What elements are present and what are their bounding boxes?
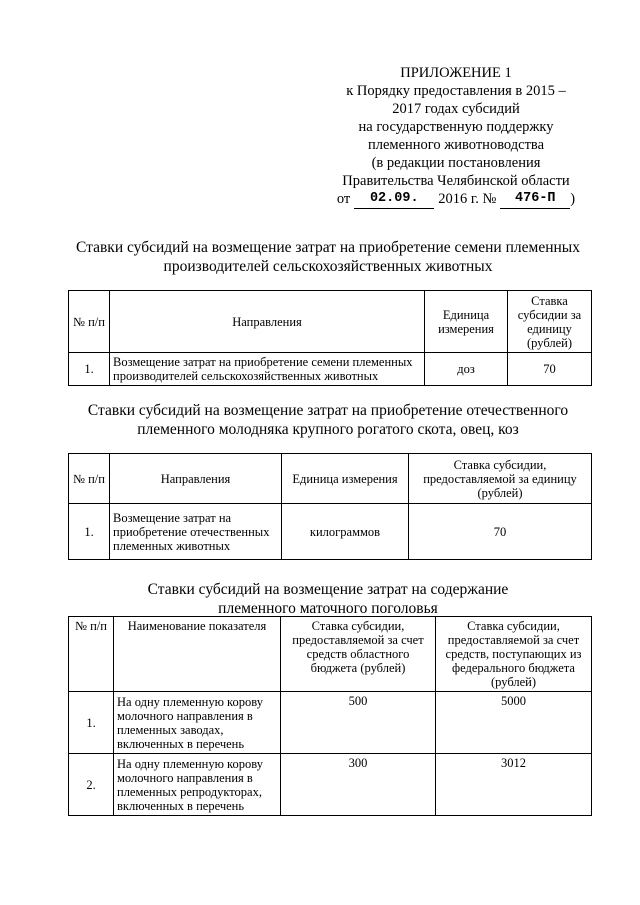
row-num: 2.: [69, 754, 114, 816]
section2-title: [70, 401, 586, 439]
resolution-reference: [326, 190, 586, 209]
section2-table: [68, 453, 592, 560]
row-num: 1.: [69, 504, 110, 560]
row-num: 1.: [69, 353, 110, 386]
row-unit: килограммов: [282, 504, 409, 560]
section1-title-line: производителей сельскохозяйственных животных: [163, 258, 493, 275]
section2-title-line: племенного молодняка крупного рогатого скота, овец, коз: [137, 421, 519, 438]
section1-title: [70, 238, 586, 276]
section3-title-line: племенного маточного поголовья: [218, 600, 438, 617]
row-num: 1.: [69, 692, 114, 754]
table-row: [69, 504, 592, 560]
header-direction: Направления: [110, 291, 425, 353]
annex-header: [326, 64, 586, 209]
table-row: [69, 353, 592, 386]
row-regional-rate: 500: [281, 692, 436, 754]
closing-paren: ): [570, 191, 576, 207]
row-federal-rate: 3012: [436, 754, 592, 816]
resolution-year: 2016 г. №: [438, 191, 497, 207]
annex-line: (в редакции постановления: [371, 155, 541, 171]
section3-table: [68, 616, 592, 816]
table-header-row: [69, 291, 592, 353]
row-regional-rate: 300: [281, 754, 436, 816]
row-federal-rate: 5000: [436, 692, 592, 754]
table-row: [69, 754, 592, 816]
header-num: № п/п: [69, 454, 110, 504]
table-header-row: [69, 454, 592, 504]
header-indicator: Наименование показателя: [114, 617, 281, 692]
section1-title-line: Ставки субсидий на возмещение затрат на приобретение семени племенных: [76, 239, 580, 256]
row-direction: Возмещение затрат на приобретение отечественных племенных животных: [110, 504, 282, 560]
header-direction: Направления: [110, 454, 282, 504]
section2-title-line: Ставки субсидий на возмещение затрат на приобретение отечественного: [87, 402, 569, 419]
row-indicator: На одну племенную корову молочного направления в племенных репродукторах, включенных в перечень: [114, 754, 281, 816]
annex-line: 2017 годах субсидий: [392, 101, 520, 117]
row-direction: Возмещение затрат на приобретение семени племенных производителей сельскохозяйственных животных: [110, 353, 425, 386]
header-unit: Единица измерения: [282, 454, 409, 504]
header-rate: Ставка субсидии, предоставляемой за единицу (рублей): [409, 454, 592, 504]
header-rate: Ставка субсидии за единицу (рублей): [508, 291, 592, 353]
annex-line: на государственную поддержку: [358, 119, 554, 135]
annex-title: ПРИЛОЖЕНИЕ 1: [400, 65, 512, 81]
row-rate: 70: [508, 353, 592, 386]
row-rate: 70: [409, 504, 592, 560]
resolution-date: 02.09.: [354, 190, 434, 209]
section3-title-line: Ставки субсидий на возмещение затрат на содержание: [147, 581, 509, 598]
table-row: [69, 692, 592, 754]
from-prefix: от: [336, 191, 351, 207]
row-indicator: На одну племенную корову молочного направления в племенных заводах, включенных в перечень: [114, 692, 281, 754]
header-num: № п/п: [69, 617, 114, 692]
header-regional-rate: Ставка субсидии, предоставляемой за счет средств областного бюджета (рублей): [281, 617, 436, 692]
section3-title: [70, 580, 586, 618]
section1-table: [68, 290, 592, 386]
annex-line: Правительства Челябинской области: [342, 173, 570, 189]
annex-line: племенного животноводства: [367, 137, 545, 153]
header-federal-rate: Ставка субсидии, предоставляемой за счет средств, поступающих из федерального бюджета (рублей): [436, 617, 592, 692]
resolution-number: 476-П: [500, 190, 570, 209]
annex-line: к Порядку предоставления в 2015 –: [346, 83, 566, 99]
header-unit: Единица измерения: [425, 291, 508, 353]
header-num: № п/п: [69, 291, 110, 353]
table-header-row: [69, 617, 592, 692]
row-unit: доз: [425, 353, 508, 386]
